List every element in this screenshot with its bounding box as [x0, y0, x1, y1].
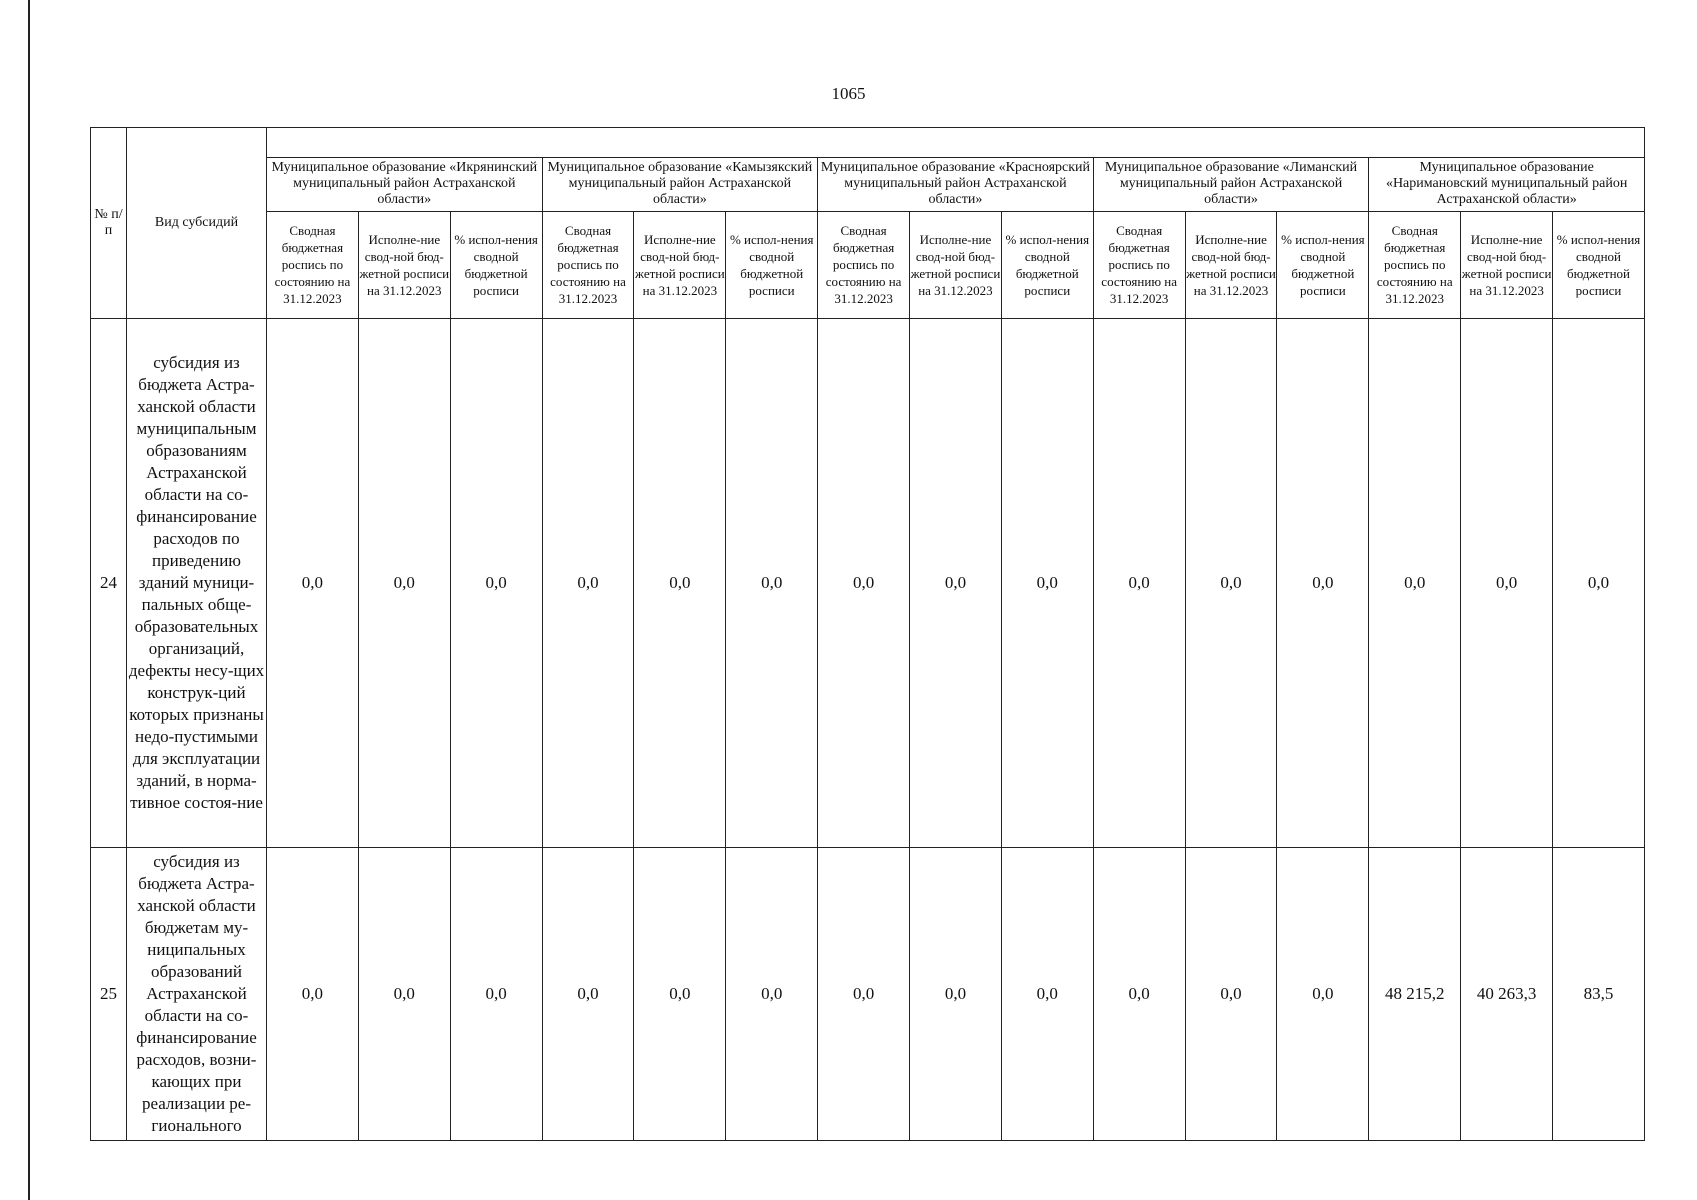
row-number: 25 [91, 848, 127, 1141]
header-municipality: Муниципальное образование «Лиманский муниципальный район Астраханской области» [1093, 157, 1369, 211]
header-municipality: Муниципальное образование «Наримановский муниципальный район Астраханской области» [1369, 157, 1645, 211]
value-cell: 0,0 [1093, 318, 1185, 848]
header-row-top [91, 128, 1645, 158]
value-cell: 0,0 [358, 848, 450, 1141]
value-cell: 0,0 [542, 848, 634, 1141]
binding-line [28, 0, 30, 1200]
header-col-execution: Исполне-ние свод-ной бюд-жетной росписи на 31.12.2023 [634, 211, 726, 318]
value-cell: 0,0 [818, 318, 910, 848]
header-col-execution: Исполне-ние свод-ной бюд-жетной росписи на 31.12.2023 [910, 211, 1002, 318]
header-col-budget: Сводная бюджетная роспись по состоянию на 31.12.2023 [818, 211, 910, 318]
value-cell: 0,0 [634, 848, 726, 1141]
value-cell: 0,0 [910, 318, 1002, 848]
value-cell: 0,0 [726, 848, 818, 1141]
value-cell: 40 263,3 [1461, 848, 1553, 1141]
value-cell: 0,0 [450, 848, 542, 1141]
value-cell: 0,0 [1093, 848, 1185, 1141]
value-cell: 0,0 [634, 318, 726, 848]
row-number: 24 [91, 318, 127, 848]
header-col-percent: % испол-нения сводной бюджетной росписи [1277, 211, 1369, 318]
header-col-budget: Сводная бюджетная роспись по состоянию на 31.12.2023 [1369, 211, 1461, 318]
value-cell: 0,0 [1553, 318, 1645, 848]
header-row-columns [91, 211, 1645, 318]
value-cell: 0,0 [910, 848, 1002, 1141]
value-cell: 0,0 [1001, 318, 1093, 848]
value-cell: 0,0 [1185, 318, 1277, 848]
header-col-percent: % испол-нения сводной бюджетной росписи [1001, 211, 1093, 318]
header-municipality: Муниципальное образование «Красноярский муниципальный район Астраханской области» [818, 157, 1094, 211]
value-cell: 0,0 [1277, 848, 1369, 1141]
value-cell: 0,0 [450, 318, 542, 848]
header-num: № п/п [91, 128, 127, 319]
value-cell: 0,0 [1001, 848, 1093, 1141]
header-col-percent: % испол-нения сводной бюджетной росписи [1553, 211, 1645, 318]
page-number: 1065 [831, 84, 866, 103]
header-col-execution: Исполне-ние свод-ной бюд-жетной росписи на 31.12.2023 [358, 211, 450, 318]
value-cell: 0,0 [267, 848, 359, 1141]
value-cell: 0,0 [726, 318, 818, 848]
header-blank-band [267, 128, 1645, 158]
header-col-execution: Исполне-ние свод-ной бюд-жетной росписи на 31.12.2023 [1461, 211, 1553, 318]
header-row-municipalities [91, 157, 1645, 211]
value-cell: 0,0 [542, 318, 634, 848]
value-cell: 0,0 [818, 848, 910, 1141]
header-col-execution: Исполне-ние свод-ной бюд-жетной росписи на 31.12.2023 [1185, 211, 1277, 318]
value-cell: 0,0 [1369, 318, 1461, 848]
value-cell: 0,0 [1461, 318, 1553, 848]
header-col-budget: Сводная бюджетная роспись по состоянию на 31.12.2023 [542, 211, 634, 318]
header-municipality: Муниципальное образование «Камызякский муниципальный район Астраханской области» [542, 157, 818, 211]
row-subsidy-type: субсидия из бюджета Астра-ханской области муниципальным образованиям Астраханской области на со-финансирование расходов по приведению зданий муници-пальных обще-образовательных организаций, дефекты несу-щих конструк-ций которых признаны недо-пустимыми для эксплуатации зданий, в норма-тивное состоя-ние [127, 318, 267, 848]
value-cell: 0,0 [358, 318, 450, 848]
value-cell: 0,0 [1185, 848, 1277, 1141]
header-subsidy-type: Вид субсидий [127, 128, 267, 319]
subsidy-table [90, 127, 1645, 1141]
header-col-budget: Сводная бюджетная роспись по состоянию на 31.12.2023 [267, 211, 359, 318]
value-cell: 0,0 [267, 318, 359, 848]
table-row [91, 848, 1645, 1141]
value-cell: 48 215,2 [1369, 848, 1461, 1141]
table-row [91, 318, 1645, 848]
header-municipality: Муниципальное образование «Икрянинский муниципальный район Астраханской области» [267, 157, 543, 211]
row-subsidy-type: субсидия из бюджета Астра-ханской области бюджетам му-ниципальных образований Астраханской области на со-финансирование расходов, возни-кающих при реализации ре-гионального [127, 848, 267, 1141]
header-col-percent: % испол-нения сводной бюджетной росписи [450, 211, 542, 318]
header-col-percent: % испол-нения сводной бюджетной росписи [726, 211, 818, 318]
value-cell: 0,0 [1277, 318, 1369, 848]
header-col-budget: Сводная бюджетная роспись по состоянию на 31.12.2023 [1093, 211, 1185, 318]
value-cell: 83,5 [1553, 848, 1645, 1141]
